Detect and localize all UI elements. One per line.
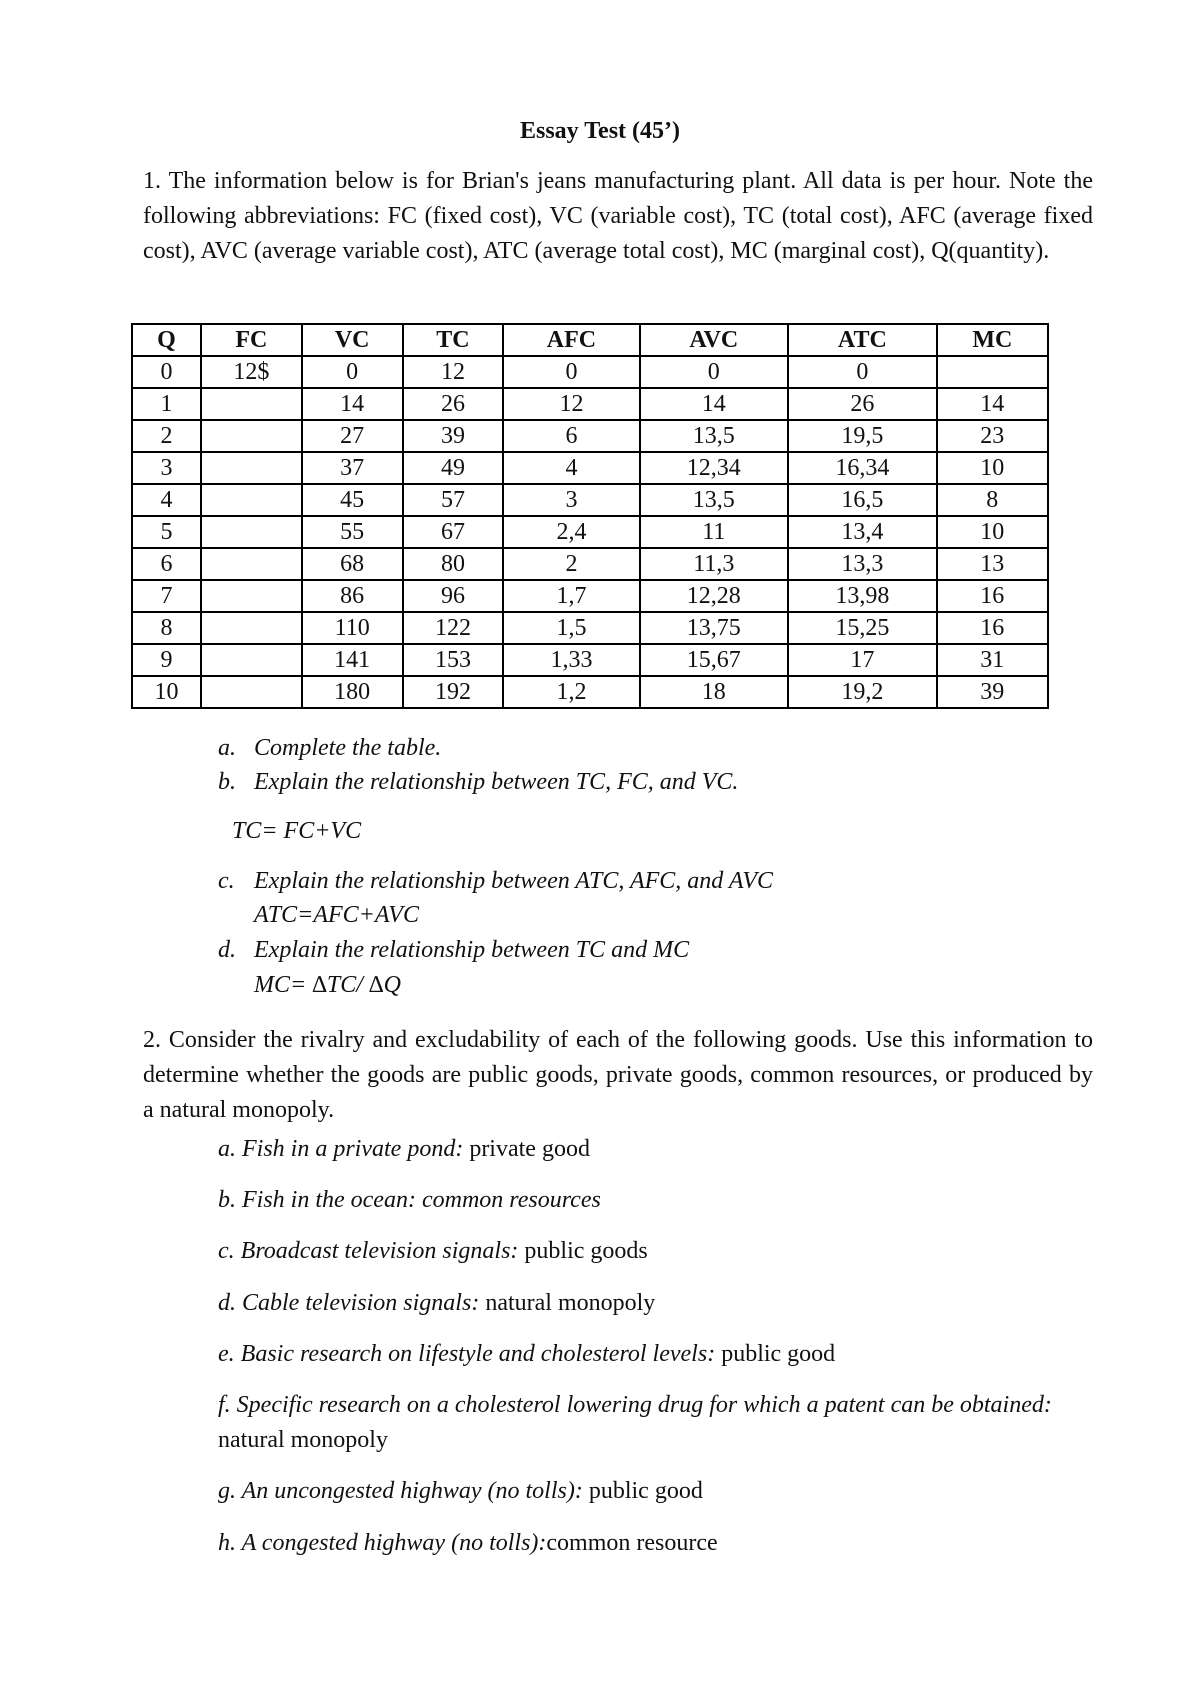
table-cell: 15,25 (788, 612, 937, 644)
table-cell: 39 (403, 420, 504, 452)
header-cell: ATC (788, 324, 937, 356)
table-row (132, 548, 1048, 580)
table-row (132, 484, 1048, 516)
goods-item (218, 1526, 1093, 1561)
goods-item (218, 1234, 1093, 1269)
table-cell: 13 (937, 548, 1048, 580)
table-cell: 2,4 (503, 516, 639, 548)
goods-question: b. Fish in the ocean: common resources (218, 1187, 601, 1213)
table-cell: 3 (503, 484, 639, 516)
table-cell: 153 (403, 644, 504, 676)
goods-answer: public good (715, 1341, 836, 1367)
sub-text: Explain the relationship between TC and MC (254, 937, 690, 963)
table-cell: 12 (403, 356, 504, 388)
header-cell: AVC (640, 324, 789, 356)
goods-item (218, 1337, 1093, 1372)
table-cell (201, 452, 302, 484)
table-cell: 13,75 (640, 612, 789, 644)
table-header-row (132, 324, 1048, 356)
table-cell: 12,28 (640, 580, 789, 612)
sub-question-c (218, 868, 773, 895)
table-cell: 1,33 (503, 644, 639, 676)
sub-label: c. (218, 868, 235, 894)
header-cell: AFC (503, 324, 639, 356)
table-cell: 13,3 (788, 548, 937, 580)
table-cell (201, 644, 302, 676)
table-cell: 19,2 (788, 676, 937, 708)
goods-answer: natural monopoly (218, 1427, 388, 1453)
table-cell (937, 356, 1048, 388)
table-row (132, 676, 1048, 708)
table-cell (201, 548, 302, 580)
goods-question: f. Specific research on a cholesterol lowering drug for which a patent can be obtained: (218, 1392, 1052, 1418)
table-cell: 2 (132, 420, 201, 452)
goods-question: g. An uncongested highway (no tolls): (218, 1478, 583, 1504)
table-cell: 14 (302, 388, 403, 420)
table-cell (201, 612, 302, 644)
sub-question-b (218, 769, 738, 796)
table-cell: 45 (302, 484, 403, 516)
answer-b: TC= FC+VC (232, 818, 362, 844)
header-cell: VC (302, 324, 403, 356)
table-cell: 14 (937, 388, 1048, 420)
goods-item (218, 1388, 1093, 1458)
answer-d: MC= ∆TC/ ∆Q (254, 972, 401, 998)
table-cell: 96 (403, 580, 504, 612)
table-cell: 12 (503, 388, 639, 420)
table-cell: 13,4 (788, 516, 937, 548)
table-cell: 110 (302, 612, 403, 644)
table-cell: 1,7 (503, 580, 639, 612)
table-cell (201, 388, 302, 420)
table-body (132, 356, 1048, 708)
question-1-text: 1. The information below is for Brian's jeans manufacturing plant. All data is per hour. Note the following abbreviations: FC (fixed cost), VC (variable cost), TC (total cost), AFC (average fixed cost), AVC (average variable cost), ATC (average total cost), MC (marginal cost), Q(quantity). (143, 168, 1093, 264)
table-cell: 1 (132, 388, 201, 420)
table-cell: 122 (403, 612, 504, 644)
table-cell: 10 (937, 452, 1048, 484)
table-cell: 17 (788, 644, 937, 676)
sub-label: d. (218, 937, 236, 963)
table-cell: 16 (937, 580, 1048, 612)
table-cell: 7 (132, 580, 201, 612)
header-cell: Q (132, 324, 201, 356)
table-cell: 37 (302, 452, 403, 484)
table-row (132, 388, 1048, 420)
goods-answer: private good (463, 1136, 590, 1162)
table-cell: 13,5 (640, 420, 789, 452)
table-cell: 12$ (201, 356, 302, 388)
table-cell: 1,5 (503, 612, 639, 644)
table-cell: 192 (403, 676, 504, 708)
table-cell: 10 (937, 516, 1048, 548)
table-cell: 0 (640, 356, 789, 388)
page-title: Essay Test (45’) (519, 118, 681, 144)
table-cell: 49 (403, 452, 504, 484)
table-cell: 141 (302, 644, 403, 676)
sub-question-a (218, 735, 441, 762)
table-row (132, 580, 1048, 612)
table-cell (201, 420, 302, 452)
goods-question: h. A congested highway (no tolls): (218, 1530, 547, 1556)
table-cell: 11 (640, 516, 789, 548)
goods-item (218, 1286, 1093, 1321)
table-cell: 13,5 (640, 484, 789, 516)
header-cell: FC (201, 324, 302, 356)
table-cell: 16 (937, 612, 1048, 644)
goods-question: a. Fish in a private pond: (218, 1136, 464, 1162)
table-cell: 5 (132, 516, 201, 548)
table-cell: 12,34 (640, 452, 789, 484)
sub-label: a. (218, 735, 236, 761)
table-cell: 180 (302, 676, 403, 708)
table-cell: 6 (503, 420, 639, 452)
table-cell: 68 (302, 548, 403, 580)
table-cell: 23 (937, 420, 1048, 452)
goods-question: d. Cable television signals: (218, 1290, 480, 1316)
table-cell: 1,2 (503, 676, 639, 708)
header-cell: MC (937, 324, 1048, 356)
table-cell: 18 (640, 676, 789, 708)
sub-text: Complete the table. (254, 735, 442, 761)
table-cell: 2 (503, 548, 639, 580)
table-cell: 55 (302, 516, 403, 548)
table-cell: 0 (503, 356, 639, 388)
goods-answer: common resource (546, 1530, 718, 1556)
table-cell: 27 (302, 420, 403, 452)
table-row (132, 452, 1048, 484)
sub-question-d (218, 937, 689, 964)
goods-answer: public good (582, 1478, 703, 1504)
table-cell: 57 (403, 484, 504, 516)
goods-answer: natural monopoly (479, 1290, 656, 1316)
table-cell: 0 (132, 356, 201, 388)
table-cell: 26 (403, 388, 504, 420)
table-cell: 10 (132, 676, 201, 708)
table-cell: 19,5 (788, 420, 937, 452)
table-cell: 4 (132, 484, 201, 516)
table-cell (201, 580, 302, 612)
sub-label: b. (218, 769, 236, 795)
goods-item (218, 1474, 1093, 1509)
goods-question: e. Basic research on lifestyle and cholesterol levels: (218, 1341, 716, 1367)
table-cell: 13,98 (788, 580, 937, 612)
goods-answer: public goods (518, 1238, 648, 1264)
sub-text: Explain the relationship between TC, FC, and VC. (254, 769, 739, 795)
table-cell: 26 (788, 388, 937, 420)
table-cell (201, 516, 302, 548)
table-cell: 0 (302, 356, 403, 388)
table-cell: 3 (132, 452, 201, 484)
table-cell: 9 (132, 644, 201, 676)
table-cell: 39 (937, 676, 1048, 708)
table-cell: 6 (132, 548, 201, 580)
table-cell: 67 (403, 516, 504, 548)
sub-text: Explain the relationship between ATC, AFC, and AVC (254, 868, 773, 894)
table-cell: 86 (302, 580, 403, 612)
table-cell: 8 (937, 484, 1048, 516)
table-row (132, 516, 1048, 548)
table-cell: 31 (937, 644, 1048, 676)
table-cell: 16,5 (788, 484, 937, 516)
table-row (132, 644, 1048, 676)
table-cell: 11,3 (640, 548, 789, 580)
table-row (132, 356, 1048, 388)
answer-c: ATC=AFC+AVC (254, 902, 419, 928)
table-cell: 15,67 (640, 644, 789, 676)
goods-question: c. Broadcast television signals: (218, 1238, 519, 1264)
goods-item (218, 1132, 1093, 1167)
table-cell: 4 (503, 452, 639, 484)
header-cell: TC (403, 324, 504, 356)
table-row (132, 612, 1048, 644)
table-cell: 80 (403, 548, 504, 580)
table-row (132, 420, 1048, 452)
table-cell (201, 676, 302, 708)
table-cell: 8 (132, 612, 201, 644)
table-cell: 14 (640, 388, 789, 420)
goods-item (218, 1183, 1093, 1218)
cost-table (131, 323, 1049, 709)
table-cell: 0 (788, 356, 937, 388)
question-2-text: 2. Consider the rivalry and excludability of each of the following goods. Use this information to determine whether the goods are public goods, private goods, common resources, or produced by a natural monopoly. (143, 1027, 1093, 1123)
table-cell: 16,34 (788, 452, 937, 484)
table-cell (201, 484, 302, 516)
